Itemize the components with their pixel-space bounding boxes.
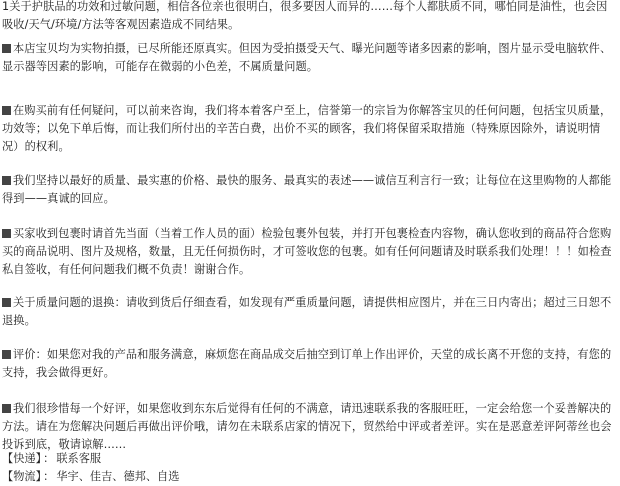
paragraph-text: 我们坚持以最好的质量、最实惠的价格、最快的服务、最真实的表述——诚信互利言行一致；让每位在这里购物的人都能得到——真诚的回应。: [2, 174, 612, 205]
paragraph-review-request: [2, 346, 614, 382]
paragraph-text: 1关于护肤品的功效和过敏问题，相信各位亲也很明白，很多要因人而异的……每个人都肤质不同，哪怕同是油性，也会因吸收/天气/环境/方法等客观因素造成不同结果。: [2, 0, 608, 31]
paragraph-text: 买家收到包裹时请首先当面（当着工作人员的面）检验包裹外包装，并打开包裹检查内容物，确认您收到的商品符合您购买的商品说明、图片及规格，数量，且无任何损伤时，才可签收您的包裹。如有任何问题请及时联系我们处理！！！如检查私自签收，有任何问题我们概不负责！谢谢合作。: [2, 227, 612, 276]
paragraph-skin-care-note: [2, 0, 614, 34]
paragraph-feedback-policy: [2, 400, 614, 454]
paragraph-text: 关于质量问题的退换：请收到货后仔细查看，如发现有严重质量问题，请提供相应图片，并在三日内寄出；超过三日恕不退换。: [2, 296, 612, 327]
info-key: 【物流】: [2, 470, 42, 483]
paragraph-text: 我们很珍惜每一个好评，如果您收到东东后觉得有任何的不满意，请迅速联系我的客服旺旺，一定会给您一个妥善解决的方法。请在为您解决问题后再做出评价哦，请勿在未联系店家的情况下，贸然给中评或者差评。实在是恶意差评阿蒂丝也会投诉到底，敬请谅解……: [2, 402, 612, 451]
info-value: 华宇、佳吉、德邦、自选: [56, 470, 180, 483]
info-row-express: [2, 450, 101, 468]
bullet-square-icon: [2, 298, 11, 307]
paragraph-service-promise: [2, 172, 614, 208]
info-separator: ：: [43, 470, 55, 483]
bullet-square-icon: [2, 350, 11, 359]
paragraph-text: 在购买前有任何疑问，可以前来咨询，我们将本着客户至上，信誉第一的宗旨为你解答宝贝的任何问题，包括宝贝质量，功效等；以免下单后悔，而让我们所付出的辛苦白费，出价不买的顾客，我们将保留采取措施（特殊原因除外，请说明情况）的权利。: [2, 104, 612, 153]
paragraph-pre-purchase-inquiry: [2, 102, 614, 156]
info-key: 【快递】: [2, 452, 42, 465]
bullet-square-icon: [2, 176, 11, 185]
bullet-square-icon: [2, 404, 11, 413]
paragraph-text: 本店宝贝均为实物拍摄，已尽所能还原真实。但因为受拍摄受天气、曝光问题等诸多因素的影响，图片显示受电脑软件、显示器等因素的影响，可能存在微弱的小色差，不属质量问题。: [2, 42, 612, 73]
info-value: 联系客服: [56, 452, 102, 465]
info-separator: ：: [43, 452, 55, 465]
bullet-square-icon: [2, 106, 11, 115]
paragraph-package-inspection: [2, 225, 614, 279]
info-row-logistics: [2, 468, 179, 486]
bullet-square-icon: [2, 44, 11, 53]
paragraph-return-policy: [2, 294, 614, 330]
bullet-square-icon: [2, 229, 11, 238]
paragraph-photo-notice: [2, 40, 614, 76]
paragraph-text: 评价：如果您对我的产品和服务满意，麻烦您在商品成交后抽空到订单上作出评价，天堂的成长离不开您的支持，有您的支持，我会做得更好。: [2, 348, 612, 379]
